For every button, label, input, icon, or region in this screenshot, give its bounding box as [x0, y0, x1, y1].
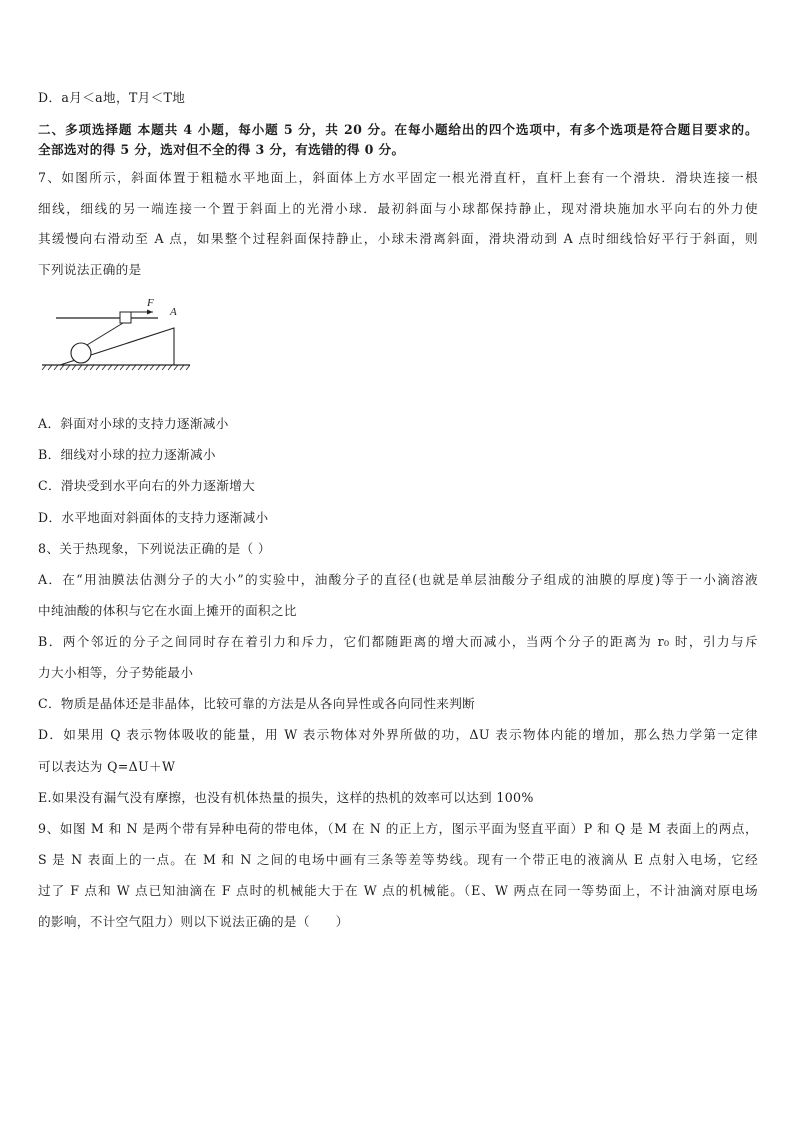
q9-stem-line3: 过了 F 点和 W 点已知油滴在 F 点时的机械能大于在 W 点的机械能。（E、W 两点在同一等势面上，不计油滴对原电场	[38, 883, 758, 898]
q9-stem-line2: S 是 N 表面上的一点。在 M 和 N 之间的电场中画有三条等差等势线。现有一个带正电的液滴从 E 点射入电场，它经	[38, 852, 758, 867]
force-arrow-head	[147, 310, 153, 315]
q8-option-e: E.如果没有漏气没有摩擦，也没有机体热量的损失，这样的热机的效率可以达到 100%	[38, 790, 534, 805]
q8-option-c: C．物质是晶体还是非晶体，比较可靠的方法是从各向异性或各向同性来判断	[38, 696, 476, 711]
q7-option-b: B．细线对小球的拉力逐渐减小	[38, 447, 216, 462]
q9-stem-line1: 9、如图 M 和 N 是两个带有异种电荷的带电体，（M 在 N 的正上方，图示平面为竖直平面）P 和 Q 是 M 表面上的两点，	[38, 821, 758, 836]
force-label: F	[147, 297, 154, 309]
q7-option-c: C．滑块受到水平向右的外力逐渐增大	[38, 478, 256, 493]
q8-option-a-line1: A．在“用油膜法估测分子的大小”的实验中，油酸分子的直径(也就是单层油酸分子组成的油膜的厚度)等于一小滴溶液	[38, 572, 758, 587]
q8-option-b-line1: B．两个邻近的分子之间同时存在着引力和斥力，它们都随距离的增大而减小，当两个分子的距离为 r₀ 时，引力与斥	[38, 634, 758, 649]
q6-option-d: D．a月＜a地，T月＜T地	[38, 90, 186, 105]
section2-line2: 全部选对的得 5 分，选对但不全的得 3 分，有选错的得 0 分。	[38, 142, 405, 157]
point-a-label: A	[170, 306, 177, 318]
q8-option-d-line1: D．如果用 Q 表示物体吸收的能量，用 W 表示物体对外界所做的功，ΔU 表示物体内能的增加，那么热力学第一定律	[38, 727, 758, 742]
q9-stem-line4: 的影响，不计空气阻力）则以下说法正确的是（ ）	[38, 914, 349, 929]
q7-option-a: A．斜面对小球的支持力逐渐减小	[38, 416, 229, 431]
q7-stem-line2: 细线，细线的另一端连接一个置于斜面上的光滑小球．最初斜面与小球都保持静止，现对滑块施加水平向右的外力使	[38, 201, 758, 216]
q7-stem-line4: 下列说法正确的是	[38, 262, 142, 277]
q7-stem-line3: 其缓慢向右滑动至 A 点，如果整个过程斜面保持静止，小球未滑离斜面，滑块滑动到 A 点时细线恰好平行于斜面，则	[38, 231, 758, 246]
small-ball	[71, 343, 91, 363]
q8-option-d-line2: 可以表达为 Q=ΔU＋W	[38, 759, 176, 774]
string-line	[87, 323, 123, 345]
q8-option-b-line2: 力大小相等，分子势能最小	[38, 665, 194, 680]
section2-line1: 二、多项选择题 本题共 4 小题，每小题 5 分，共 20 分。在每小题给出的四个选项中，有多个选项是符合题目要求的。	[38, 122, 758, 137]
q8-stem: 8、关于热现象，下列说法正确的是（ ）	[38, 541, 271, 556]
q8-option-a-line2: 中纯油酸的体积与它在水面上摊开的面积之比	[38, 603, 297, 618]
slider-block	[120, 312, 131, 323]
q7-incline-diagram	[40, 293, 190, 373]
q7-stem-line1: 7、如图所示，斜面体置于粗糙水平地面上，斜面体上方水平固定一根光滑直杆，直杆上套有一个滑块．滑块连接一根	[38, 170, 758, 185]
q7-option-d: D．水平地面对斜面体的支持力逐渐减小	[38, 510, 269, 525]
ground-hatching	[42, 365, 190, 370]
